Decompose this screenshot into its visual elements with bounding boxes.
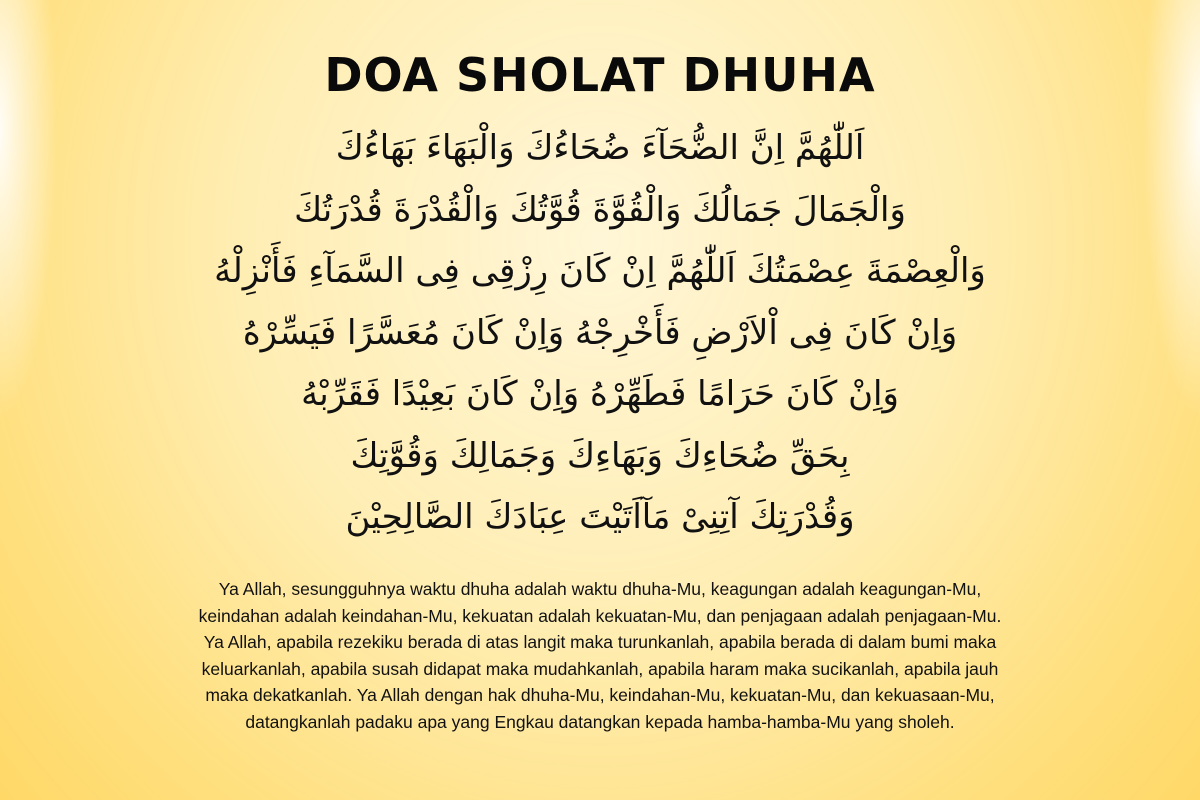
arabic-line: وَقُدْرَتِكَ آتِنِىْ مَآاَتَيْتَ عِبَادَكَ الصَّالِحِيْنَ <box>345 497 855 537</box>
arabic-line: وَالْعِصْمَةَ عِصْمَتُكَ اَللّٰهُمَّ اِنْ كَانَ رِزْقِى فِى السَّمَآءِ فَأَنْزِلْهُ <box>214 251 986 291</box>
translation-paragraph: Ya Allah, sesungguhnya waktu dhuha adalah waktu dhuha-Mu, keagungan adalah keagungan-Mu, keindahan adalah keindahan-Mu, kekuatan adalah kekuatan-Mu, dan penjagaan adalah penjagaan-Mu. Ya Allah, apabila rezekiku berada di atas langit maka turunkanlah, apabila berada di dalam bumi maka keluarkanlah, apabila susah didapat maka mudahkanlah, apabila haram maka sucikanlah, apabila jauh maka dekatkanlah. Ya Allah dengan hak dhuha-Mu, keindahan-Mu, kekuatan-Mu, dan kekuasaan-Mu, datangkanlah padaku apa yang Engkau datangkan kepada hamba-hamba-Mu yang sholeh. <box>198 579 1002 732</box>
arabic-line: وَالْجَمَالَ جَمَالُكَ وَالْقُوَّةَ قُوَّتُكَ وَالْقُدْرَةَ قُدْرَتُكَ <box>294 189 906 230</box>
arabic-line: بِحَقِّ ضُحَاءِكَ وَبَهَاءِكَ وَجَمَالِكَ وَقُوَّتِكَ <box>350 435 850 476</box>
arabic-line: وَاِنْ كَانَ حَرَامًا فَطَهِّرْهُ وَاِنْ كَانَ بَعِيْدًا فَقَرِّبْهُ <box>301 374 899 414</box>
arabic-prayer-text <box>0 118 1200 549</box>
arabic-line: اَللّٰهُمَّ اِنَّ الضُّحَآءَ ضُحَاءُكَ وَالْبَهَاءَ بَهَاءُكَ <box>335 128 865 168</box>
page-title: DOA SHOLAT DHUHA <box>324 48 876 102</box>
arabic-line: وَاِنْ كَانَ فِى اْلاَرْضِ فَأَخْرِجْهُ وَاِنْ كَانَ مُعَسَّرًا فَيَسِّرْهُ <box>242 312 958 353</box>
